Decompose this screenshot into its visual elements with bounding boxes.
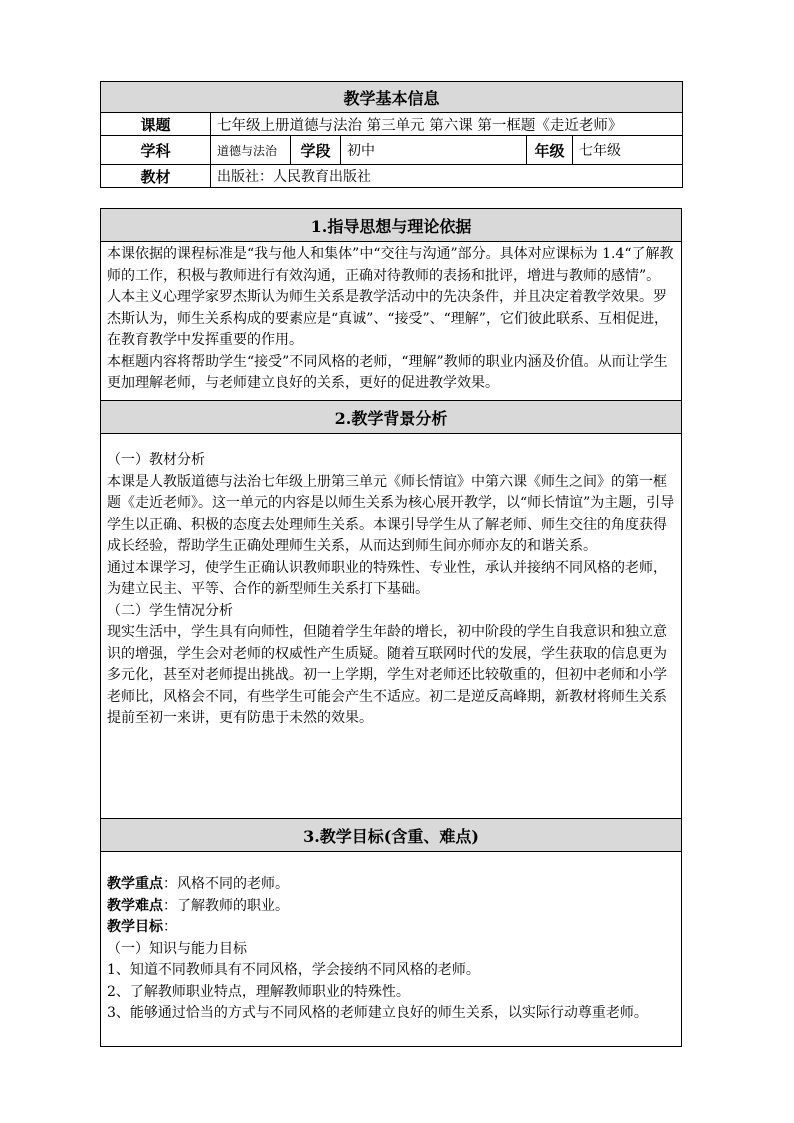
section3-body (101, 852, 682, 1047)
difficulty-value: ：了解教师的职业。 (163, 897, 289, 914)
key-point-line (107, 874, 675, 896)
difficulty-label: 教学难点 (107, 897, 163, 914)
section2-sub1: （一）教材分析 (107, 452, 205, 468)
grade-label: 年级 (527, 136, 573, 165)
textbook-value: 出版社：人民教育出版社 (211, 165, 683, 188)
goal-item: 2、了解教师职业特点，理解教师职业的特殊性。 (107, 983, 410, 1000)
basic-info-table (100, 81, 683, 188)
section2-body (101, 434, 682, 819)
grade-value: 七年级 (573, 136, 683, 165)
subject-value: 道德与法治 (211, 136, 291, 165)
section1-paragraph: 本框题内容将帮助学生“接受”不同风格的老师，“理解”教师的职业内涵及价值。从而让学生更加理解老师，与老师建立良好的关系，更好的促进教学效果。 (107, 353, 668, 391)
stage-value: 初中 (341, 136, 527, 165)
goal-colon: ： (163, 919, 177, 935)
key-point-label: 教学重点 (107, 876, 163, 892)
section2-paragraph: 通过本课学习，使学生正确认识教师职业的特殊性、专业性，承认并接纳不同风格的老师，为建立民主、平等、合作的新型师生关系打下基础。 (107, 559, 667, 597)
goal-line (107, 917, 675, 939)
section2-sub2: （二）学生情况分析 (107, 602, 233, 619)
goal-label: 教学目标 (107, 919, 163, 935)
goal-item: 3、能够通过恰当的方式与不同风格的老师建立良好的师生关系，以实际行动尊重老师。 (107, 1005, 648, 1021)
section1-title: 1.指导思想与理论依据 (101, 209, 682, 242)
difficulty-line (107, 896, 675, 918)
section2-paragraph: 现实生活中，学生具有向师性，但随着学生年龄的增长，初中阶段的学生自我意识和独立意识的增强，学生会对老师的权威性产生质疑。随着互联网时代的发展，学生获取的信息更为多元化，甚至对老师提出挑战。初一上学期，学生对老师还比较敬重的，但初中老师和小学老师比，风格会不同，有些学生可能会产生不适应。初二是逆反高峰期，新教材将师生关系提前至初一来讲，更有防患于未然的效果。 (107, 624, 667, 726)
subject-label: 学科 (101, 136, 211, 165)
section1-paragraph: 人本主义心理学家罗杰斯认为师生关系是教学活动中的先决条件，并且决定着教学效果。罗杰斯认为，师生关系构成的要素应是“真诚”、“接受”、“理解”，它们彼此联系、互相促进，在教育教学中发挥重要的作用。 (107, 289, 668, 348)
textbook-label: 教材 (101, 165, 211, 188)
topic-value: 七年级上册道德与法治 第三单元 第六课 第一框题《走近老师》 (211, 113, 683, 136)
section3-title: 3.教学目标(含重、难点) (101, 819, 682, 852)
stage-label: 学段 (291, 136, 341, 165)
key-point-value: ：风格不同的老师。 (163, 876, 289, 892)
lesson-plan-table (100, 208, 682, 1047)
section1-paragraph: 本课依据的课程标准是“我与他人和集体”中“交往与沟通”部分。具体对应课标为 1.4“了解教师的工作，积极与教师进行有效沟通，正确对待教师的表扬和批评，增进与教师的感情”。 (107, 246, 674, 284)
topic-label: 课题 (101, 113, 211, 136)
basic-info-title: 教学基本信息 (101, 82, 683, 113)
section2-title: 2.教学背景分析 (101, 401, 682, 434)
section2-paragraph: 本课是人教版道德与法治七年级上册第三单元《师长情谊》中第六课《师生之间》的第一框题《走近老师》。这一单元的内容是以师生关系为核心展开教学，以“师长情谊”为主题，引导学生以正确、积极的态度去处理师生关系。本课引导学生从了解老师、师生交往的角度获得成长经验，帮助学生正确处理师生关系，从而达到师生间亦师亦友的和谐关系。 (107, 473, 675, 554)
section1-body (101, 242, 682, 401)
goal-item: 1、知道不同教师具有不同风格，学会接纳不同风格的老师。 (107, 962, 480, 978)
goal-sub1: （一）知识与能力目标 (107, 940, 247, 957)
